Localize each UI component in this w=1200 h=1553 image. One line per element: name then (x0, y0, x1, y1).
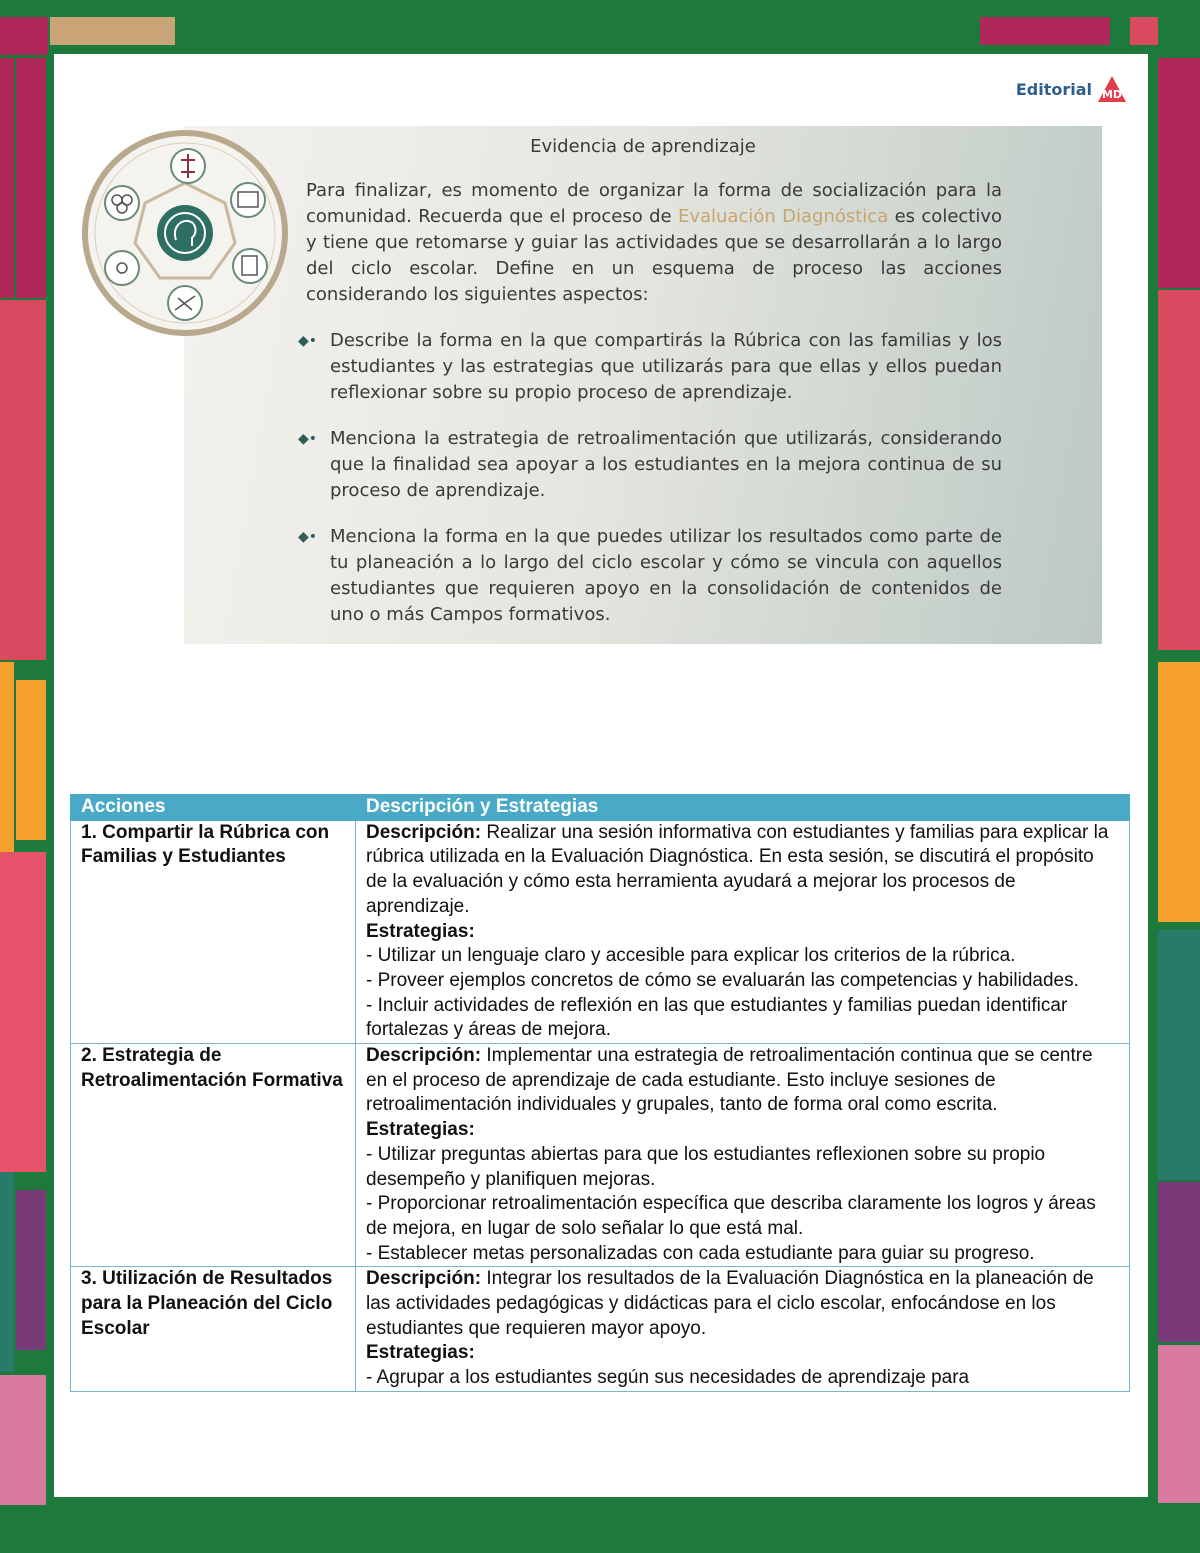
logo-text: Editorial (1015, 79, 1092, 99)
strategy-item: - Utilizar preguntas abiertas para que los estudiantes reflexionen sobre su propio desempeño y planifiquen mejoras. (366, 1143, 1046, 1190)
diamond-bullet-icon: ◆• (298, 431, 318, 447)
description-cell (356, 1044, 1130, 1267)
action-cell: 1. Compartir la Rúbrica con Familias y Estudiantes (71, 820, 356, 1043)
table-row (71, 1044, 1130, 1267)
description-cell (356, 1267, 1130, 1392)
bullet-item: ◆• Describe la forma en la que compartirás la Rúbrica con las familias y los estudiantes y las estrategias que utilizarás para que ellas y ellos puedan reflexionar sobre su propio proceso de aprendizaje. (298, 330, 1002, 403)
learning-medallion-icon (80, 128, 290, 338)
evidence-bullets (294, 328, 1002, 648)
document-page (48, 48, 1154, 1503)
strategies-label: Estrategias: (366, 920, 475, 942)
highlight-term: Evaluación Diagnóstica (677, 206, 889, 227)
actions-table (70, 794, 1130, 1392)
action-cell: 2. Estrategia de Retroalimentación Formativa (71, 1044, 356, 1267)
evidence-title: Evidencia de aprendizaje (530, 136, 756, 157)
column-header-actions: Acciones (71, 795, 356, 821)
table-row (71, 1267, 1130, 1392)
strategy-item: - Agrupar a los estudiantes según sus necesidades de aprendizaje para (366, 1367, 970, 1389)
action-cell: 3. Utilización de Resultados para la Planeación del Ciclo Escolar (71, 1267, 356, 1392)
md-logo-icon (1096, 74, 1128, 104)
description-label: Descripción: (366, 1268, 482, 1290)
bullet-item: ◆• Menciona la forma en la que puedes utilizar los resultados como parte de tu planeación a lo largo del ciclo escolar y cómo se vincula con aquellos estudiantes que requieren apoyo en la consolidación de contenidos de uno o más Campos formativos. (298, 526, 1002, 625)
description-cell (356, 820, 1130, 1043)
table-header-row (71, 795, 1130, 821)
bullet-item: ◆• Menciona la estrategia de retroalimentación que utilizarás, considerando que la finalidad sea apoyar a los estudiantes en la mejora continua de su proceso de aprendizaje. (298, 428, 1002, 501)
strategy-item: - Establecer metas personalizadas con cada estudiante para guiar su progreso. (366, 1242, 1035, 1264)
strategy-item: - Utilizar un lenguaje claro y accesible para explicar los criterios de la rúbrica. (366, 945, 1016, 967)
evidence-card (184, 126, 1102, 644)
editorial-logo (1016, 74, 1128, 104)
strategies-label: Estrategias: (366, 1342, 475, 1364)
diamond-bullet-icon: ◆• (298, 529, 318, 545)
strategies-label: Estrategias: (366, 1119, 475, 1141)
description-label: Descripción: (366, 821, 482, 843)
strategy-item: - Proporcionar retroalimentación específica que describa claramente los logros y áreas de mejora, en lugar de solo señalar lo que está mal. (366, 1193, 1096, 1239)
table-row (71, 820, 1130, 1043)
svg-text:MD: MD (1101, 88, 1123, 101)
description-label: Descripción: (366, 1045, 482, 1067)
evidence-intro: Para finalizar, es momento de organizar la forma de socialización para la comunidad. Recuerda que el proceso de Evaluación Diagnóstica es colectivo y tiene que retomarse y guiar las actividades que se desarrollarán a lo largo del ciclo escolar. Define en un esquema de proceso las acciones considerando los siguientes aspectos: (306, 180, 1003, 305)
strategy-item: - Incluir actividades de reflexión en las que estudiantes y familias puedan identificar fortalezas y áreas de mejora. (366, 994, 1068, 1041)
column-header-description: Descripción y Estrategias (356, 795, 1130, 821)
description-text: Implementar una estrategia de retroalimentación continua que se centre en el proceso de aprendizaje de cada estudiante. Esto incluye sesiones de retroalimentación individuales y grupales, tanto de forma oral como escrita. (366, 1045, 1093, 1116)
description-text: Integrar los resultados de la Evaluación Diagnóstica en la planeación de las actividades pedagógicas y didácticas para el ciclo escolar, enfocándose en los estudiantes que requieren mayor apoyo. (366, 1268, 1094, 1339)
strategy-item: - Proveer ejemplos concretos de cómo se evaluarán las competencias y habilidades. (366, 969, 1079, 991)
diamond-bullet-icon: ◆• (298, 333, 318, 349)
description-text: Realizar una sesión informativa con estudiantes y familias para explicar la rúbrica utilizada en la Evaluación Diagnóstica. En esta sesión, se discutirá el propósito de la evaluación y cómo esta herramienta ayudará a mejorar los procesos de aprendizaje. (366, 821, 1109, 917)
